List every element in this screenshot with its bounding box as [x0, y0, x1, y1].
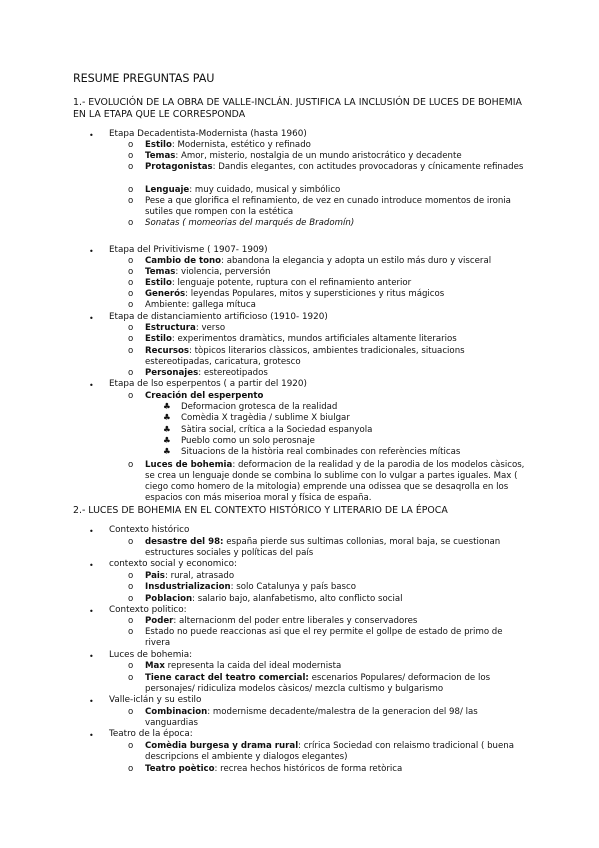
- list-item: Estilo: lenguaje potente, ruptura con el refinamiento anterior: [145, 278, 412, 288]
- context-1-title: Contexto histórico: [109, 525, 190, 535]
- sub-list-item: Comèdia X tragèdia / sublime X biulgar: [181, 413, 350, 423]
- circle-bullet-icon: o: [128, 185, 134, 195]
- stage-3-title: Etapa de distanciamiento artificioso (1910- 1920): [109, 312, 328, 322]
- list-item: Personajes: estereotipados: [145, 368, 268, 378]
- list-item: Tiene caract del teatro comercial: escenarios Populares/ deformacion de los personajes/ ridiculiza modelos càsicos/ mezcla cultismo y bulgarismo: [145, 673, 491, 694]
- sub-list-item: Situacions de la història real combinades con referències míticas: [181, 447, 461, 457]
- circle-bullet-icon: o: [128, 278, 134, 288]
- list-item: Temas: violencia, perversión: [145, 267, 271, 277]
- list-item: Combinacion: modernisme decadente/malestra de la generacion del 98/ las vanguardias: [145, 707, 478, 728]
- circle-bullet-icon: o: [128, 707, 134, 717]
- list-item: Estructura: verso: [145, 323, 226, 333]
- context-2-title: contexto social y economico:: [109, 559, 237, 569]
- question-1-heading: 1.- EVOLUCIÓN DE LA OBRA DE VALLE-INCLÁN. JUSTIFICA LA INCLUSIÓN DE LUCES DE BOHEMIA EN LA ETAPA QUE LE CORRESPONDA: [73, 97, 522, 120]
- sub-list-item: Pueblo como un solo perosnaje: [181, 436, 315, 446]
- list-item: Teatro poètico: recrea hechos históricos de forma retòrica: [145, 764, 403, 774]
- circle-bullet-icon: o: [128, 571, 134, 581]
- circle-bullet-icon: o: [128, 151, 134, 161]
- context-3-title: Contexto politico:: [109, 605, 187, 615]
- circle-bullet-icon: o: [128, 368, 134, 378]
- sub-list-item: Deformacion grotesca de la realidad: [181, 402, 338, 412]
- bullet-icon: •: [89, 607, 94, 616]
- bullet-icon: •: [89, 527, 94, 536]
- bullet-icon: •: [89, 731, 94, 740]
- list-item: Creación del esperpento: [145, 391, 264, 401]
- circle-bullet-icon: o: [128, 289, 134, 299]
- club-bullet-icon: ♣: [163, 425, 171, 435]
- stage-1-title: Etapa Decadentista-Modernista (hasta 1960): [109, 129, 307, 139]
- list-item: Max representa la caida del ideal modernista: [145, 661, 342, 671]
- list-item: Estado no puede reaccionas asi que el rey permite el gollpe de estado de primo de rivera: [145, 627, 503, 648]
- circle-bullet-icon: o: [128, 196, 134, 206]
- bullet-icon: •: [89, 381, 94, 390]
- circle-bullet-icon: o: [128, 661, 134, 671]
- club-bullet-icon: ♣: [163, 402, 171, 412]
- list-item: Poblacion: salario bajo, alanfabetismo, alto conflicto social: [145, 594, 403, 604]
- list-item: Sonatas ( momeorias del marqués de Bradomín): [145, 218, 355, 228]
- circle-bullet-icon: o: [128, 627, 134, 637]
- club-bullet-icon: ♣: [163, 447, 171, 457]
- circle-bullet-icon: o: [128, 218, 134, 228]
- circle-bullet-icon: o: [128, 460, 134, 470]
- stage-2-title: Etapa del Privitivisme ( 1907- 1909): [109, 245, 268, 255]
- circle-bullet-icon: o: [128, 334, 134, 344]
- list-item: Temas: Amor, misterio, nostalgia de un mundo aristocrático y decadente: [145, 151, 462, 161]
- list-item: Lenguaje: muy cuidado, musical y simbólico: [145, 185, 341, 195]
- list-item: Cambio de tono: abandona la elegancia y adopta un estilo más duro y visceral: [145, 256, 492, 266]
- bullet-icon: •: [89, 561, 94, 570]
- list-item: Luces de bohemia: deformacion de la realidad y de la parodia de los modelos càsicos, se crea un lenguaje donde se combina lo sublime con lo vulgar a partes iguales. Max ( ciego como homero de la mitologia) emprende una odissea que se desaqrolla en los espacios con más miserioa moral y física de españa.: [145, 460, 525, 503]
- list-item: desastre del 98: españa pierde sus sultimas collonias, moral baja, se cuestionan estructures sociales y políticas del país: [145, 537, 501, 558]
- circle-bullet-icon: o: [128, 764, 134, 774]
- list-item: Insdustrializacion: solo Catalunya y país basco: [145, 582, 356, 592]
- circle-bullet-icon: o: [128, 346, 134, 356]
- sub-list-item: Sàtira social, crítica a la Sociedad espanyola: [181, 425, 373, 435]
- circle-bullet-icon: o: [128, 256, 134, 266]
- circle-bullet-icon: o: [128, 162, 134, 172]
- bullet-icon: •: [89, 131, 94, 140]
- circle-bullet-icon: o: [128, 673, 134, 683]
- bullet-icon: •: [89, 314, 94, 323]
- list-item: Poder: alternacionm del poder entre liberales y conservadores: [145, 616, 418, 626]
- list-item: Generós: leyendas Populares, mitos y supersticiones y ritus mágicos: [145, 289, 445, 299]
- circle-bullet-icon: o: [128, 300, 134, 310]
- circle-bullet-icon: o: [128, 323, 134, 333]
- circle-bullet-icon: o: [128, 267, 134, 277]
- question-2-heading: 2.- LUCES DE BOHEMIA EN EL CONTEXTO HISTÓRICO Y LITERARIO DE LA ÉPOCA: [73, 505, 448, 516]
- circle-bullet-icon: o: [128, 741, 134, 751]
- circle-bullet-icon: o: [128, 537, 134, 547]
- circle-bullet-icon: o: [128, 140, 134, 150]
- list-item: Pais: rural, atrasado: [145, 571, 235, 581]
- context-6-title: Teatro de la época:: [109, 729, 193, 739]
- list-item: Pese a que glorifica el refinamiento, de vez en cunado introduce momentos de ironia sutiles que rompen con la estética: [145, 196, 511, 217]
- circle-bullet-icon: o: [128, 391, 134, 401]
- bullet-icon: •: [89, 652, 94, 661]
- bullet-icon: •: [89, 697, 94, 706]
- list-item: Comèdia burgesa y drama rural: crírica Sociedad con relaismo tradicional ( buena descripcions el ambiente y dialogos elegantes): [145, 741, 514, 762]
- circle-bullet-icon: o: [128, 616, 134, 626]
- circle-bullet-icon: o: [128, 594, 134, 604]
- list-item: Protagonistas: Dandis elegantes, con actitudes provocadoras y cínicamente refinades: [145, 162, 524, 172]
- club-bullet-icon: ♣: [163, 413, 171, 423]
- list-item: Recursos: tòpicos literarios clàssicos, ambientes tradicionales, situacions estereotipadas, caricatura, grotesco: [145, 346, 465, 367]
- circle-bullet-icon: o: [128, 582, 134, 592]
- club-bullet-icon: ♣: [163, 436, 171, 446]
- document-title: RESUME PREGUNTAS PAU: [73, 72, 215, 85]
- context-4-title: Luces de bohemia:: [109, 650, 193, 660]
- context-5-title: Valle-iclán y su estilo: [109, 695, 202, 705]
- list-item: Estilo: Modernista, estético y refinado: [145, 140, 311, 150]
- list-item: Estilo: experimentos dramàtics, mundos artificiales altamente literarios: [145, 334, 457, 344]
- list-item: Ambiente: gallega mítuca: [145, 300, 256, 310]
- stage-4-title: Etapa de lso esperpentos ( a partir del 1920): [109, 379, 307, 389]
- bullet-icon: •: [89, 247, 94, 256]
